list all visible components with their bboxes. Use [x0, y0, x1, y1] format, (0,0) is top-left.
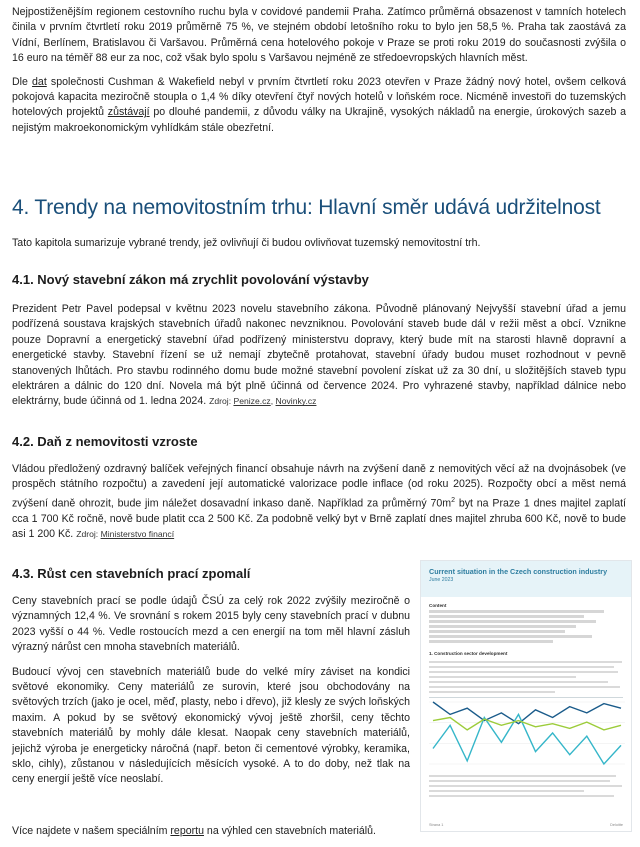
text-line: [429, 671, 618, 673]
source-separator: ,: [270, 396, 276, 407]
report-footer-left: Strana 1: [429, 823, 444, 827]
report-toc-label: Content: [429, 603, 447, 608]
text-line: [429, 681, 608, 683]
mf-link[interactable]: Ministerstvo financí: [100, 529, 175, 540]
text-line: [429, 666, 614, 668]
toc-line: [429, 635, 592, 638]
text-line: [429, 775, 616, 777]
intro-text: po dlouhé pandemii, z důvodu války na Ukrajině, vysokých nákladů na energie, úrokových sazeb a nejistým makroekonomickým vyhlídkám stále obezřetní.: [12, 106, 626, 134]
report-chart: [429, 697, 623, 769]
s43-paragraph-2: Budoucí vývoj cen stavebních materiálů bude do velké míry záviset na kondici světové ekonomiky. Ceny materiálů ze surovin, které jsou obchodovány na světových trzích (jako je ocel, měď, plasty, nebo i dřevo), již klesly ze svých loňských maxim. A pokud by se světový ekonomický vývoj ještě zhoršil, ceny těchto stavebních materiálů by mohly dále klesat. Naopak ceny stavebních materiálů, jejichž výroba je energeticky náročná (např. beton či cementové výrobky, keramika, sklo, cihly), zůstanou v následujících měsících vysoké. A to do doby, než tlak na ceny energií ještě více neoslabí.: [12, 665, 410, 786]
s42-text: Vládou předložený ozdravný balíček veřejných financí obsahuje návrh na zvýšení daně z nemovitých věcí až na dvojnásobek (ve prospěch státního rozpočtu) a zavedení její automatické valorizace podle inflace (od roku 2025). Rozpočty obcí a měst nemá zvýšení daně ohrozit, bude jim náležet dosavadní inkaso daně. Například za průměrný 70m: [12, 463, 626, 510]
penize-link[interactable]: Penize.cz: [233, 396, 271, 407]
report-title: Current situation in the Czech construction industry: [429, 567, 608, 576]
report-chart-svg: [429, 698, 625, 768]
section-4-3-body: [12, 594, 410, 788]
s41-text: Prezident Petr Pavel podepsal v květnu 2023 novelu stavebního zákona. Původně plánovaný Nejvyšší stavební úřad a jemu podřízená soustava krajských stavebních úřadů nakonec nevzniknou. Povolování staveb bude dál v režii měst a obcí. Vznikne pouze Dopravní a energetický stavební úřad podřízený ministerstvu dopravy, který bude mít na starosti hlavně dopravní a energetické stavby. Stavební řízení se už nemají zbytečně protahovat, stavební úřady budou muset rozhodnout v pevně stanovených lhůtách. Pro stavbu rodinného domu bude možné stavební povolení získat už za 30 dní, u složitějších staveb typu elektráren a dálnic do 120 dní. Novela má být plně účinná od července 2024. Pro vyhrazené stavby, například dálnice nebo elektrárny, bude účinná od 1. ledna 2024.: [12, 303, 626, 408]
section-4-intro: Tato kapitola sumarizuje vybrané trendy, jež ovlivňují či budou ovlivňovat tuzemský nemovitostní trh.: [12, 237, 481, 249]
novinky-link[interactable]: Novinky.cz: [275, 396, 317, 407]
text-line: [429, 795, 614, 797]
toc-line: [429, 610, 604, 613]
intro-text: společnosti Cushman & Wakefield nebyl v prvním čtvrtletí roku 2023 otevřen v Praze žádný nový hotel, ovšem celková pokojová kapacita meziročně stoupla o 1,4 % díky otevření čtyř nových hotelů v loňském roce. Nicméně investoři do tuzemských hotelových projektů: [12, 75, 626, 119]
intro-text: Dle: [12, 75, 33, 88]
section-4-1-heading: 4.1. Nový stavební zákon má zrychlit povolování výstavby: [12, 272, 369, 287]
section-4-3-heading: 4.3. Růst cen stavebních prací zpomalí: [12, 566, 251, 581]
section-4-title: 4. Trendy na nemovitostním trhu: Hlavní směr udává udržitelnost: [12, 196, 601, 219]
toc-line: [429, 620, 596, 623]
report-toc: [421, 597, 631, 643]
s42-text: byt na Praze 1 dnes majitel zaplatí cca 1 700 Kč ročně, nově bude platit cca 2 500 Kč. Za podobně velký byt v Brně zaplatí dnes majitel zhruba 600 Kč, nově to bude asi 1 200 Kč.: [12, 497, 626, 541]
text-line: [429, 780, 610, 782]
toc-line: [429, 625, 576, 628]
toc-line: [429, 630, 565, 633]
intro-paragraph-1: Nejpostiženějším regionem cestovního ruchu byla v covidové pandemii Praha. Zatímco průměrná obsazenost v tamních hotelech činila v prvním čtvrtletí roku 2019 průměrně 75 %, ve stejném období letošního roku to bylo jen 58,5 %. Praha tak zaostává za Vídní, Berlínem, Bratislavou či Varšavou. Průměrná cena hotelového pokoje v Praze se proti roku 2019 do současnosti zvýšila o 16 euro na téměř 88 eur za noc, což však bylo spolu s Varšavou nejméně ze středoevropských hlavních měst.: [12, 6, 626, 65]
text-line: [429, 785, 622, 787]
chart-series-line: [433, 714, 621, 764]
section-4-2-heading: 4.2. Daň z nemovitosti vzroste: [12, 434, 198, 449]
section-4-1-text: [12, 302, 626, 410]
toc-line: [429, 640, 553, 643]
intro-paragraph-2: [12, 75, 626, 137]
report-footer-right: Deloitte: [610, 823, 623, 827]
report-link[interactable]: reportu: [170, 825, 204, 837]
s43-text: Více najdete v našem speciálním: [12, 825, 171, 837]
source-label: Zdroj:: [209, 396, 234, 407]
text-line: [429, 676, 576, 678]
report-section-label: 1. Construction sector development: [429, 651, 508, 656]
superscript: 2: [451, 496, 456, 504]
text-line: [429, 661, 622, 663]
dat-link[interactable]: dat: [32, 75, 47, 88]
s43-text: na výhled cen stavebních materiálů.: [203, 825, 376, 837]
report-footer: [429, 823, 623, 827]
text-line: [429, 686, 620, 688]
s43-paragraph-1: Ceny stavebních prací se podle údajů ČSÚ za celý rok 2022 zvýšily meziročně o významných 12,4 %. Ve srovnání s rokem 2015 byly ceny stavebních prací v dubnu 2023 vyšší o 44 %. Vedle rostoucích mezd a cen energií na tom měl hlavní zásluh výrazný nárůst cen mnoha stavebních materiálů.: [12, 595, 410, 654]
text-line: [429, 790, 584, 792]
text-line: [429, 691, 555, 693]
report-subtitle: June 2023: [429, 577, 454, 583]
chart-series-line: [433, 718, 621, 730]
toc-line: [429, 615, 584, 618]
chart-series-line: [433, 702, 621, 724]
zustavaji-link[interactable]: zůstávají: [107, 106, 150, 119]
section-4-2-text: [12, 462, 626, 543]
source-label: Zdroj:: [76, 529, 101, 540]
intro-section: [12, 5, 626, 136]
report-header: [421, 561, 631, 597]
report-thumbnail[interactable]: [420, 560, 632, 832]
